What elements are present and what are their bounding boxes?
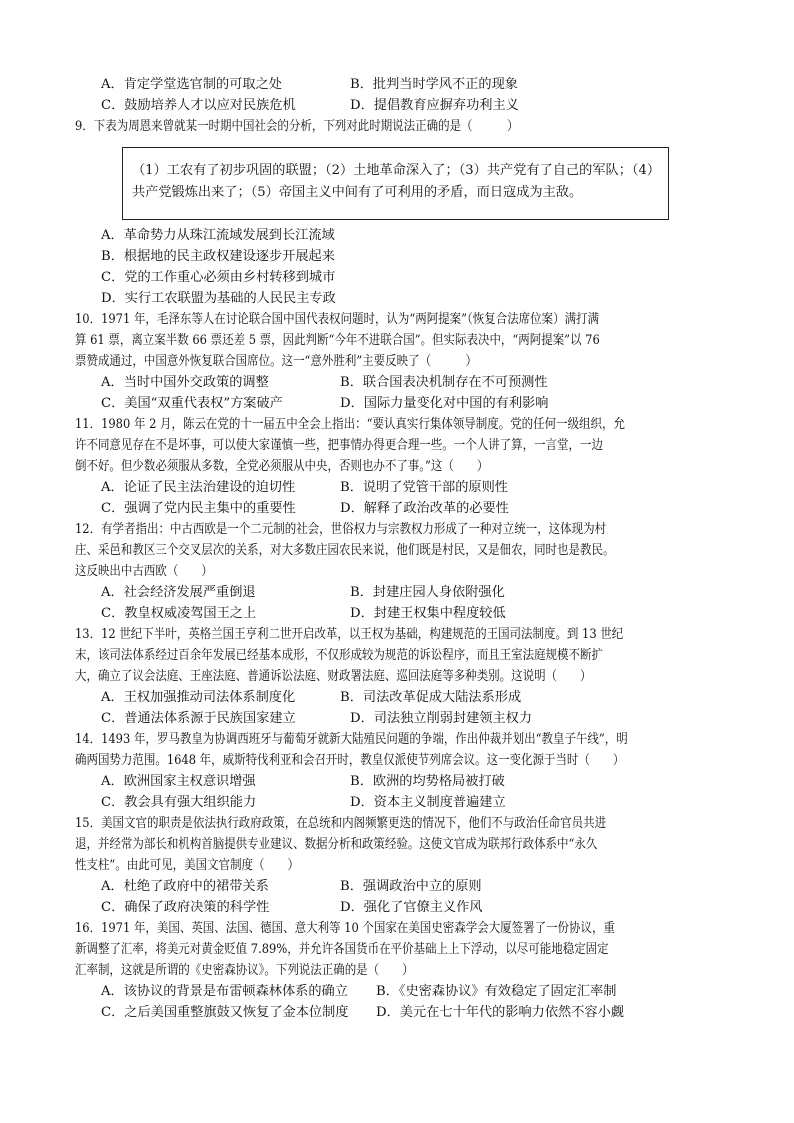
q16-option-b[interactable]: B．《史密森协议》有效稳定了固定汇率制	[376, 984, 617, 999]
q9-stem: 9．下表为周恩来曾就某一时期中国社会的分析，下列对此时期说法正确的是（ ）	[75, 119, 519, 134]
q16-stem-line-3: 汇率制，这就是所谓的《史密森协议》。下列说法正确的是（ ）	[75, 963, 414, 978]
q12-stem-line-2: 庄、采邑和教区三个交叉层次的关系，对大多数庄园农民来说，他们既是村民，又是佃农，同时也是教民。	[75, 543, 615, 558]
q14-option-c[interactable]: C．教会具有强大组织能力	[101, 795, 257, 810]
q14-option-b[interactable]: B．欧洲的均势格局被打破	[350, 774, 505, 789]
q8-option-b[interactable]: B．批判当时学风不正的现象	[350, 77, 518, 92]
q12-stem-line-1: 12．有学者指出：中古西欧是一个二元制的社会，世俗权力与宗教权力形成了一种对立统一，这体现为村	[75, 522, 607, 537]
q9-box-line-2: 共产党锻炼出来了；（5）帝国主义中间有了可利用的矛盾，而日寇成为主敌。	[132, 185, 583, 200]
q15-option-a[interactable]: A．杜绝了政府中的裙带关系	[101, 879, 269, 894]
q8-option-c[interactable]: C．鼓励培养人才以应对民族危机	[101, 98, 296, 113]
q13-option-d[interactable]: D．司法独立削弱封建领主权力	[350, 711, 533, 726]
q12-option-a[interactable]: A．社会经济发展严重倒退	[101, 585, 256, 600]
q11-option-b[interactable]: B．说明了党管干部的原则性	[340, 480, 508, 495]
q15-stem-line-2: 退，并经常为部长和机构首脑提供专业建议、数据分析和政策经验。这使文官成为联邦行政体系中“永久	[75, 837, 598, 852]
q16-stem-line-1: 16．1971 年，美国、英国、法国、德国、意大利等 10 个国家在美国史密森学会大厦签署了一份协议，重	[75, 921, 615, 936]
q14-option-a[interactable]: A．欧洲国家主权意识增强	[101, 774, 256, 789]
q13-option-c[interactable]: C．普通法体系源于民族国家建立	[101, 711, 296, 726]
q13-option-b[interactable]: B．司法改革促成大陆法系形成	[340, 690, 522, 705]
q11-stem-line-2: 许不同意见存在不是坏事，可以使大家谨慎一些，把事情办得更合理一些。一个人讲了算，一言堂，一边	[75, 438, 603, 453]
q9-option-b[interactable]: B．根据地的民主政权建设逐步开展起来	[101, 249, 335, 264]
q11-stem-line-3: 倒不好。但少数必须服从多数，全党必须服从中央，否则也办不了事。”这（ ）	[75, 459, 489, 474]
q15-option-b[interactable]: B．强调政治中立的原则	[340, 879, 482, 894]
q14-option-d[interactable]: D．资本主义制度普遍建立	[350, 795, 506, 810]
q12-option-c[interactable]: C．教皇权威凌驾国王之上	[101, 606, 257, 621]
q14-stem-line-1: 14．1493 年，罗马教皇为协调西班牙与葡萄牙就新大陆殖民问题的争端，作出仲裁并划出“教皇子午线”，明	[75, 732, 628, 747]
q10-stem-line-1: 10．1971 年，毛泽东等人在讨论联合国中国代表权问题时，认为“两阿提案”（恢复合法席位案）满打满	[75, 312, 600, 327]
q8-option-d[interactable]: D．提倡教育应摒弃功利主义	[350, 98, 519, 113]
q13-stem-line-2: 末，该司法体系经过百余年发展已经基本成形，不仅形成较为规范的诉讼程序，而且王室法庭规模不断扩	[75, 648, 603, 663]
q13-stem-line-1: 13．12 世纪下半叶，英格兰国王亨利二世开启改革，以王权为基础，构建规范的王国司法制度。到 13 世纪	[75, 627, 624, 642]
q9-option-c[interactable]: C．党的工作重心必须由乡村转移到城市	[101, 270, 336, 285]
q11-option-a[interactable]: A．论证了民主法治建设的迫切性	[101, 480, 296, 495]
q12-option-d[interactable]: D．封建王权集中程度较低	[350, 606, 506, 621]
q16-stem-line-2: 新调整了汇率，将美元对黄金贬值 7.89%，并允许各国货币在平价基础上上下浮动，以尽可能地稳定固定	[75, 942, 609, 957]
q12-option-b[interactable]: B．封建庄园人身依附强化	[350, 585, 505, 600]
q15-stem-line-3: 性支柱”。由此可见，美国文官制度（ ）	[75, 858, 299, 873]
q10-stem-line-3: 票赞成通过，中国意外恢复联合国席位。这一“意外胜利”主要反映了（ ）	[75, 354, 477, 369]
q10-option-a[interactable]: A．当时中国外交政策的调整	[101, 375, 269, 390]
q11-option-c[interactable]: C．强调了党内民主集中的重要性	[101, 501, 296, 516]
q9-quote-box	[122, 147, 669, 220]
q11-option-d[interactable]: D．解释了政治改革的必要性	[340, 501, 509, 516]
q15-stem-line-1: 15．美国文官的职责是依法执行政府政策，在总统和内阁频繁更迭的情况下，他们不与政治任命官员共进	[75, 816, 607, 831]
q10-stem-line-2: 算 61 票，离立案半数 66 票还差 5 票，因此判断“今年不进联合国”。但实际表决中，“两阿提案”以 76	[75, 333, 600, 348]
q16-option-a[interactable]: A．该协议的背景是布雷顿森林体系的确立	[101, 984, 348, 999]
q9-box-line-1: （1）工农有了初步巩固的联盟；（2）土地革命深入了；（3）共产党有了自己的军队；（4）	[132, 163, 661, 178]
q9-option-d[interactable]: D．实行工农联盟为基础的人民民主专政	[101, 291, 336, 306]
q15-option-d[interactable]: D．强化了官僚主义作风	[340, 900, 483, 915]
q15-option-c[interactable]: C．确保了政府决策的科学性	[101, 900, 270, 915]
q10-option-b[interactable]: B．联合国表决机制存在不可预测性	[340, 375, 548, 390]
q10-option-d[interactable]: D．国际力量变化对中国的有利影响	[340, 396, 549, 411]
q9-option-a[interactable]: A．革命势力从珠江流域发展到长江流域	[101, 228, 335, 243]
q8-option-a[interactable]: A．肯定学堂选官制的可取之处	[101, 77, 282, 92]
q12-stem-line-3: 这反映出中古西欧（ ）	[75, 564, 213, 579]
q11-stem-line-1: 11．1980 年 2 月，陈云在党的十一届五中全会上指出：“要认真实行集体领导制度。党的任何一级组织，允	[75, 417, 625, 432]
q14-stem-line-2: 确两国势力范围。1648 年，威斯特伐利亚和会召开时，教皇仅派使节列席会议。这一变化源于当时（ ）	[75, 753, 625, 768]
q13-option-a[interactable]: A．王权加强推动司法体系制度化	[101, 690, 296, 705]
q16-option-c[interactable]: C．之后美国重整旗鼓又恢复了金本位制度	[101, 1005, 349, 1020]
q13-stem-line-3: 大，确立了议会法庭、王座法庭、普通诉讼法庭、财政署法庭、巡回法庭等多种类别。这说明（ ）	[75, 669, 592, 684]
q16-option-d[interactable]: D．美元在七十年代的影响力依然不容小觑	[376, 1005, 624, 1020]
q10-option-c[interactable]: C．美国“双重代表权”方案破产	[101, 396, 283, 411]
